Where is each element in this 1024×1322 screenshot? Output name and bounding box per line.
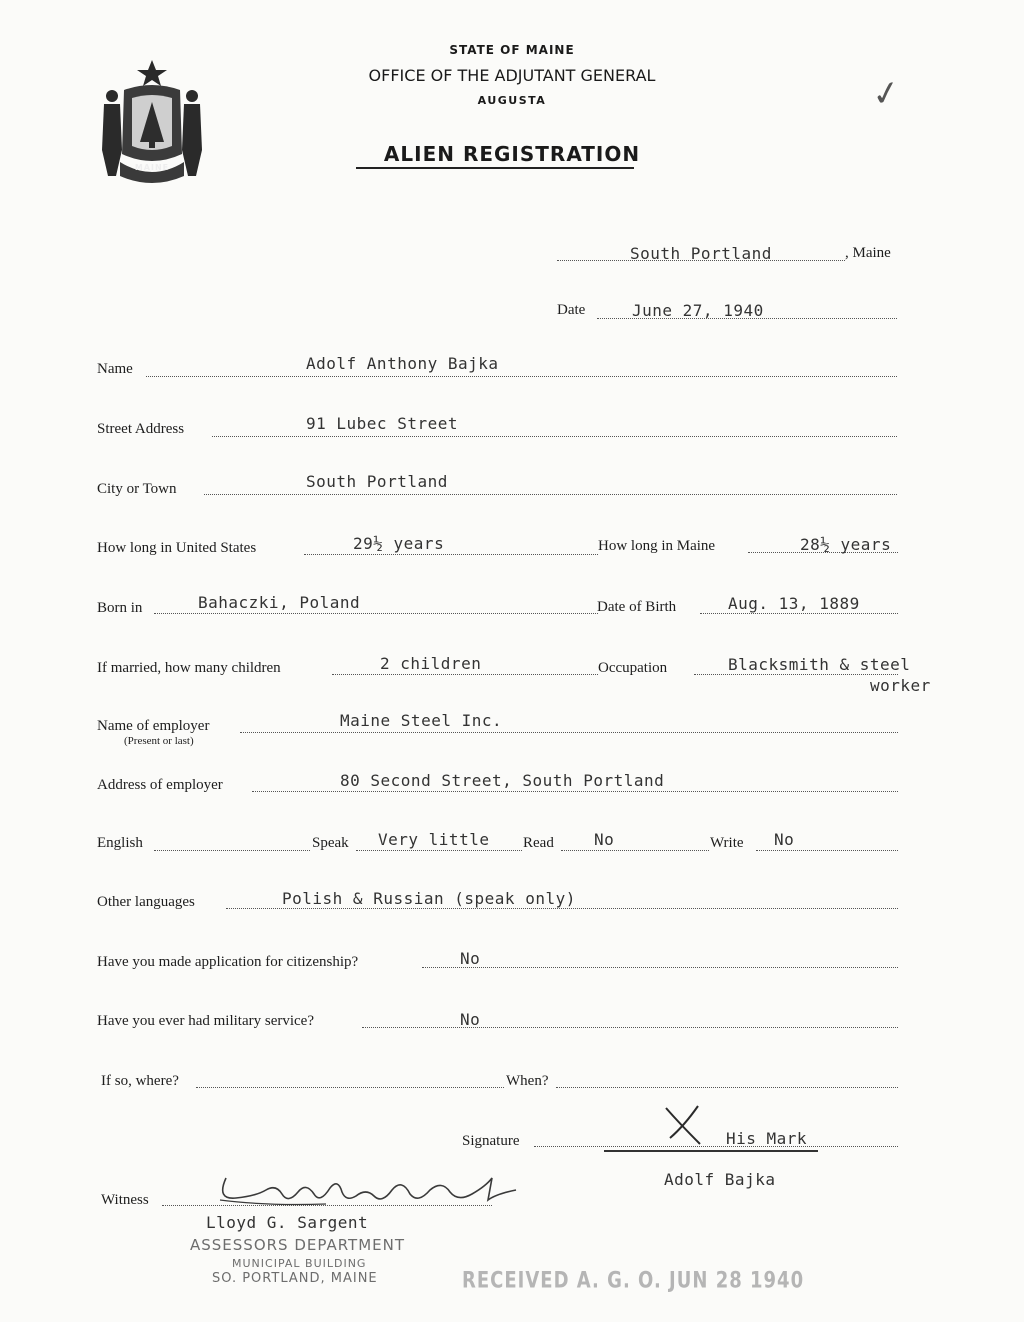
employer-address-value: 80 Second Street, South Portland — [340, 771, 665, 790]
street-value: 91 Lubec Street — [306, 414, 458, 433]
speak-dotted-line — [356, 850, 522, 851]
where-label: If so, where? — [101, 1073, 179, 1089]
other-languages-value: Polish & Russian (speak only) — [282, 889, 576, 908]
dob-label: Date of Birth — [597, 599, 677, 615]
when-label: When? — [506, 1073, 549, 1089]
signature-typed-name: Adolf Bajka — [664, 1170, 776, 1189]
children-value: 2 children — [380, 654, 482, 673]
speak-label: Speak — [312, 835, 349, 851]
write-label: Write — [710, 835, 744, 851]
born-in-label: Born in — [97, 600, 143, 616]
name-label: Name — [97, 361, 133, 377]
city-dotted-line — [204, 494, 897, 495]
where-dotted-line — [196, 1087, 504, 1088]
employer-address-label: Address of employer — [97, 777, 223, 793]
signature-dotted-line — [534, 1146, 898, 1147]
write-value: No — [774, 830, 795, 849]
x-mark-icon — [660, 1104, 708, 1148]
born-in-dotted-line — [154, 613, 598, 614]
city-value: South Portland — [306, 472, 448, 491]
place-suffix: , Maine — [845, 245, 891, 261]
citizenship-dotted-line — [422, 967, 898, 968]
children-dotted-line — [332, 674, 598, 675]
english-label: English — [97, 835, 143, 851]
born-in-value: Bahaczki, Poland — [198, 593, 361, 612]
english-dotted-line — [154, 850, 310, 851]
speak-value: Very little — [378, 830, 490, 849]
title-underline — [356, 167, 634, 169]
employer-value: Maine Steel Inc. — [340, 711, 503, 730]
witness-label: Witness — [101, 1192, 149, 1208]
street-dotted-line — [212, 436, 897, 437]
city-label: City or Town — [97, 481, 177, 497]
employer-dotted-line — [240, 732, 898, 733]
stamp-municipal-building: MUNICIPAL BUILDING — [232, 1257, 367, 1270]
occupation-dotted-line — [694, 674, 898, 675]
read-value: No — [594, 830, 615, 849]
citizenship-label: Have you made application for citizenship? — [97, 954, 359, 970]
military-value: No — [460, 1010, 481, 1029]
seal-banner-text: MAINE — [134, 163, 170, 172]
page-title: ALIEN REGISTRATION — [383, 142, 641, 166]
how-long-us-value: 29½ years — [353, 534, 445, 553]
dob-value: Aug. 13, 1889 — [728, 594, 860, 613]
header-office: OFFICE OF THE ADJUTANT GENERAL — [368, 66, 656, 85]
stamp-received: RECEIVED A. G. O. JUN 28 1940 — [462, 1267, 805, 1294]
occupation-value-line2: worker — [870, 676, 931, 695]
military-dotted-line — [362, 1027, 898, 1028]
how-long-maine-value: 28½ years — [800, 535, 892, 554]
date-label: Date — [557, 302, 586, 318]
citizenship-value: No — [460, 949, 481, 968]
name-value: Adolf Anthony Bajka — [306, 354, 499, 373]
employer-label: Name of employer — [97, 718, 210, 734]
employer-address-dotted-line — [252, 791, 898, 792]
signature-underline — [604, 1150, 818, 1152]
witness-handwritten-signature — [206, 1170, 526, 1212]
write-dotted-line — [756, 850, 898, 851]
employer-sublabel: (Present or last) — [124, 735, 194, 747]
signature-label: Signature — [462, 1133, 520, 1149]
signature-mark-text: His Mark — [726, 1129, 808, 1148]
military-label: Have you ever had military service? — [97, 1013, 314, 1029]
name-dotted-line — [146, 376, 897, 377]
how-long-us-label: How long in United States — [97, 540, 257, 556]
header-state: STATE OF MAINE — [449, 43, 575, 57]
other-languages-label: Other languages — [97, 894, 195, 910]
street-label: Street Address — [97, 421, 185, 437]
occupation-value: Blacksmith & steel — [728, 655, 911, 674]
read-dotted-line — [561, 850, 709, 851]
other-languages-dotted-line — [226, 908, 898, 909]
signature-x-mark — [660, 1104, 708, 1148]
date-value: June 27, 1940 — [632, 301, 764, 320]
children-label: If married, how many children — [97, 660, 281, 676]
place-value: South Portland — [630, 244, 772, 263]
stamp-assessors-department: ASSESSORS DEPARTMENT — [190, 1236, 406, 1254]
occupation-label: Occupation — [598, 660, 668, 676]
how-long-maine-label: How long in Maine — [598, 538, 716, 554]
witness-signature-icon — [206, 1170, 526, 1212]
header-city: AUGUSTA — [477, 94, 547, 107]
dob-dotted-line — [700, 613, 898, 614]
witness-typed-name: Lloyd G. Sargent — [206, 1213, 369, 1232]
how-long-us-dotted-line — [304, 554, 598, 555]
when-dotted-line — [556, 1087, 898, 1088]
check-mark: ✓ — [868, 71, 904, 117]
stamp-city: SO. PORTLAND, MAINE — [212, 1271, 378, 1286]
read-label: Read — [523, 835, 554, 851]
